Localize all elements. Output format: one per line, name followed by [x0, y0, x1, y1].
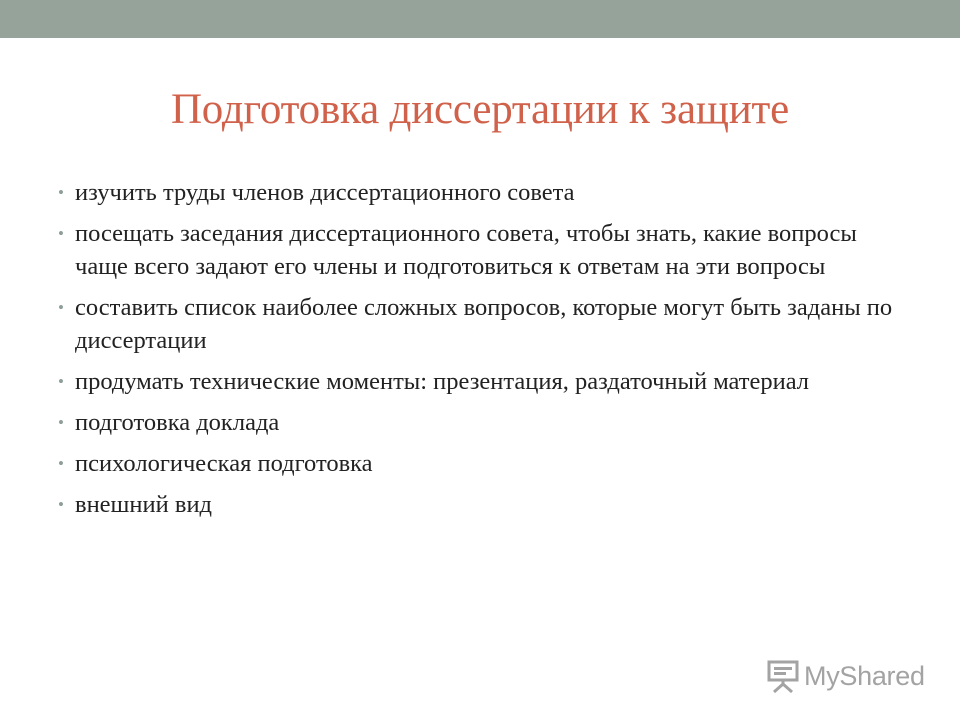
bullet-text: продумать технические моменты: презентация, раздаточный материал — [75, 368, 810, 395]
bullet-icon: • — [58, 224, 64, 243]
bullet-text: психологическая подготовка — [75, 450, 373, 477]
bullet-text: изучить труды членов диссертационного совета — [75, 179, 575, 206]
bullet-text: внешний вид — [75, 491, 213, 518]
watermark-text: MyShared — [804, 660, 925, 691]
bullet-icon: • — [58, 413, 64, 432]
bullet-text: подготовка доклада — [75, 409, 280, 436]
bullet-text: составить список наиболее сложных вопросов, которые могут быть заданы по диссертации — [75, 294, 893, 354]
bullet-icon: • — [58, 454, 64, 473]
bullet-item — [58, 217, 908, 283]
top-accent-bar — [0, 0, 960, 38]
bullet-item — [58, 365, 908, 398]
bullet-item — [58, 406, 908, 439]
myshared-watermark — [766, 656, 925, 696]
bullet-icon: • — [58, 372, 64, 391]
bullet-item — [58, 488, 908, 521]
bullet-icon: • — [58, 183, 64, 202]
presentation-board-icon — [766, 658, 800, 694]
bullet-item — [58, 176, 908, 209]
bullet-list — [58, 176, 908, 529]
bullet-icon: • — [58, 298, 64, 317]
bullet-text: посещать заседания диссертационного совета, чтобы знать, какие вопросы чаще всего задают его члены и подготовиться к ответам на эти вопросы — [75, 220, 857, 280]
bullet-item — [58, 447, 908, 480]
bullet-item — [58, 291, 908, 357]
bullet-icon: • — [58, 495, 64, 514]
slide-title: Подготовка диссертации к защите — [170, 86, 790, 133]
